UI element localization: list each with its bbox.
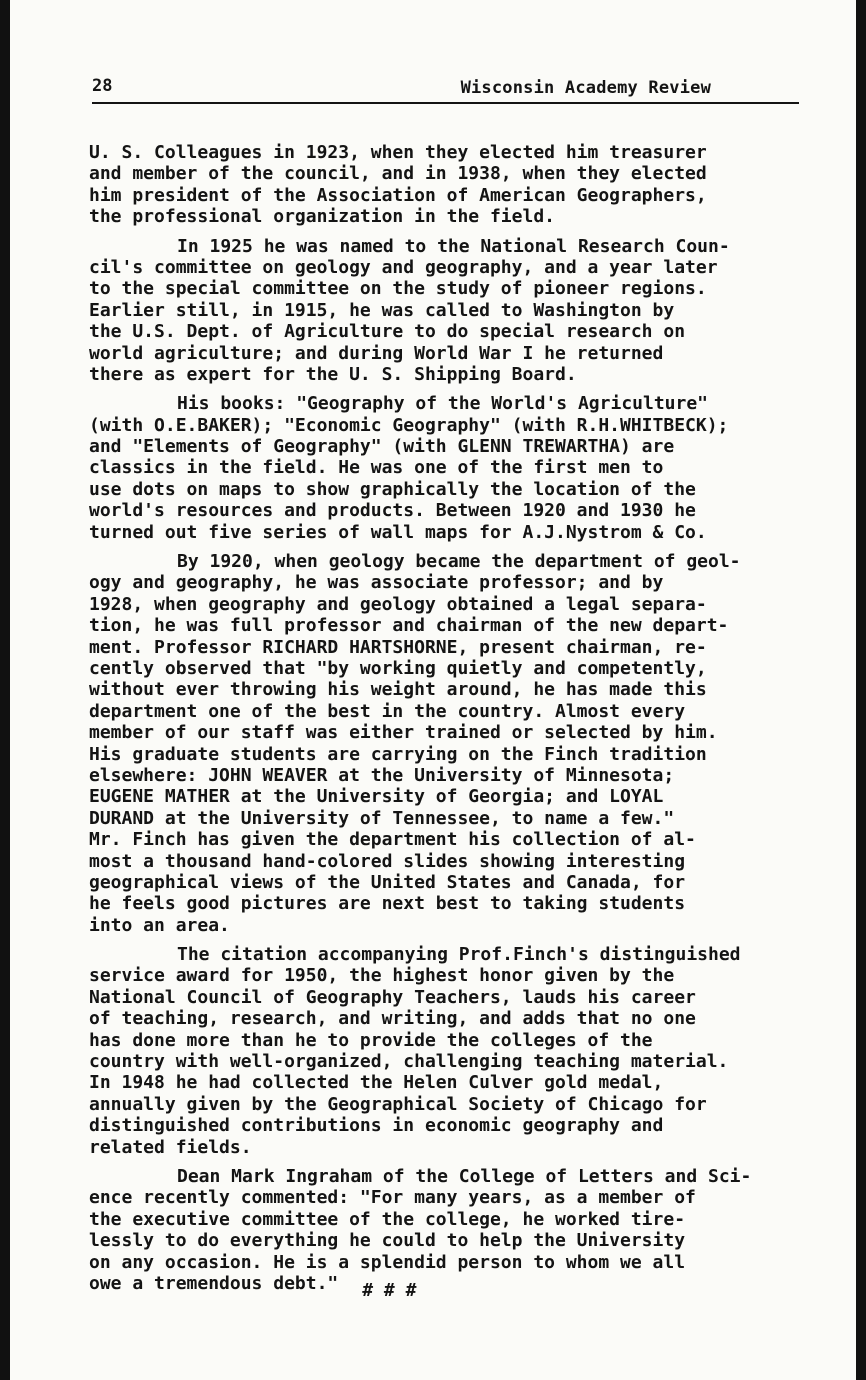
- text-line: elsewhere: JOHN WEAVER at the University of Minnesota;: [89, 764, 675, 786]
- text-line: cil's committee on geology and geography, and a year later: [89, 256, 718, 278]
- text-line: of teaching, research, and writing, and adds that no one: [89, 1008, 696, 1030]
- text-line: world's resources and products. Between 1920 and 1930 he: [89, 500, 696, 522]
- paragraph: [89, 236, 829, 386]
- text-line: related fields.: [89, 1136, 252, 1158]
- text-line: ogy and geography, he was associate professor; and by: [89, 572, 664, 594]
- text-line: DURAND at the University of Tennessee, to name a few.": [89, 807, 675, 829]
- page-number: 28: [92, 76, 113, 96]
- text-line: The citation accompanying Prof.Finch's distinguished: [177, 944, 741, 966]
- paragraph-gap: [89, 228, 829, 236]
- text-line: In 1948 he had collected the Helen Culver gold medal,: [89, 1072, 664, 1094]
- text-line: there as expert for the U. S. Shipping Board.: [89, 363, 577, 385]
- paragraph-gap: [89, 385, 829, 393]
- scan-left-edge: [0, 0, 10, 1380]
- page-header: [92, 76, 799, 104]
- text-line: member of our staff was either trained or selected by him.: [89, 722, 718, 744]
- text-line: ment. Professor RICHARD HARTSHORNE, present chairman, re-: [89, 636, 707, 658]
- paragraph: [89, 551, 829, 936]
- document-page: [10, 0, 856, 1380]
- text-line: EUGENE MATHER at the University of Georgia; and LOYAL: [89, 786, 664, 808]
- scan-right-edge: [856, 0, 866, 1380]
- text-line: has done more than he to provide the colleges of the: [89, 1029, 653, 1051]
- text-line: Mr. Finch has given the department his collection of al-: [89, 829, 696, 851]
- paragraph-gap: [89, 936, 829, 944]
- text-line: use dots on maps to show graphically the location of the: [89, 478, 696, 500]
- text-line: and "Elements of Geography" (with GLENN TREWARTHA) are: [89, 436, 675, 458]
- text-line: without ever throwing his weight around, he has made this: [89, 679, 707, 701]
- article-body: [89, 142, 829, 1301]
- text-line: he feels good pictures are next best to taking students: [89, 893, 686, 915]
- text-line: tion, he was full professor and chairman of the new depart-: [89, 615, 729, 637]
- text-line: him president of the Association of American Geographers,: [89, 184, 707, 206]
- running-head: Wisconsin Academy Review: [460, 78, 711, 98]
- text-line: country with well-organized, challenging teaching material.: [89, 1051, 729, 1073]
- text-line: geographical views of the United States and Canada, for: [89, 871, 686, 893]
- paragraph: [89, 944, 829, 1158]
- text-line: Earlier still, in 1915, he was called to Washington by: [89, 299, 675, 321]
- text-line: turned out five series of wall maps for A.J.Nystrom & Co.: [89, 521, 707, 543]
- text-line: on any occasion. He is a splendid person to whom we all: [89, 1251, 686, 1273]
- text-line: His books: "Geography of the World's Agriculture": [177, 393, 709, 415]
- paragraph-gap: [89, 543, 829, 551]
- paragraph: [89, 142, 829, 228]
- end-mark: # # #: [362, 1279, 417, 1301]
- text-line: Dean Mark Ingraham of the College of Letters and Sci-: [177, 1165, 752, 1187]
- text-line: National Council of Geography Teachers, lauds his career: [89, 986, 696, 1008]
- text-line: department one of the best in the country. Almost every: [89, 700, 686, 722]
- text-line: most a thousand hand-colored slides showing interesting: [89, 850, 686, 872]
- text-line: distinguished contributions in economic geography and: [89, 1115, 664, 1137]
- text-line: By 1920, when geology became the department of geol-: [177, 551, 741, 573]
- text-line: and member of the council, and in 1938, when they elected: [89, 163, 707, 185]
- text-line: to the special committee on the study of pioneer regions.: [89, 278, 707, 300]
- text-line: cently observed that "by working quietly and competently,: [89, 657, 707, 679]
- text-line: His graduate students are carrying on the Finch tradition: [89, 743, 707, 765]
- text-line: service award for 1950, the highest honor given by the: [89, 965, 675, 987]
- text-line: classics in the field. He was one of the first men to: [89, 457, 664, 479]
- text-line: owe a tremendous debt." # # #: [89, 1272, 417, 1301]
- text-line: world agriculture; and during World War I he returned: [89, 342, 664, 364]
- text-line: the executive committee of the college, he worked tire-: [89, 1208, 686, 1230]
- paragraph-gap: [89, 1158, 829, 1166]
- text-line: (with O.E.BAKER); "Economic Geography" (with R.H.WHITBECK);: [89, 414, 729, 436]
- text-line: into an area.: [89, 914, 230, 936]
- text-line: U. S. Colleagues in 1923, when they elected him treasurer: [89, 142, 707, 163]
- text-line: the U.S. Dept. of Agriculture to do special research on: [89, 321, 686, 343]
- text-line: In 1925 he was named to the National Research Coun-: [177, 235, 730, 257]
- text-line: 1928, when geography and geology obtained a legal separa-: [89, 593, 707, 615]
- paragraph: [89, 1165, 829, 1301]
- text-line: annually given by the Geographical Society of Chicago for: [89, 1093, 707, 1115]
- text-line: lessly to do everything he could to help the University: [89, 1230, 686, 1252]
- paragraph: [89, 393, 829, 543]
- text-line: ence recently commented: "For many years, as a member of: [89, 1187, 696, 1209]
- text-line: the professional organization in the field.: [89, 206, 555, 228]
